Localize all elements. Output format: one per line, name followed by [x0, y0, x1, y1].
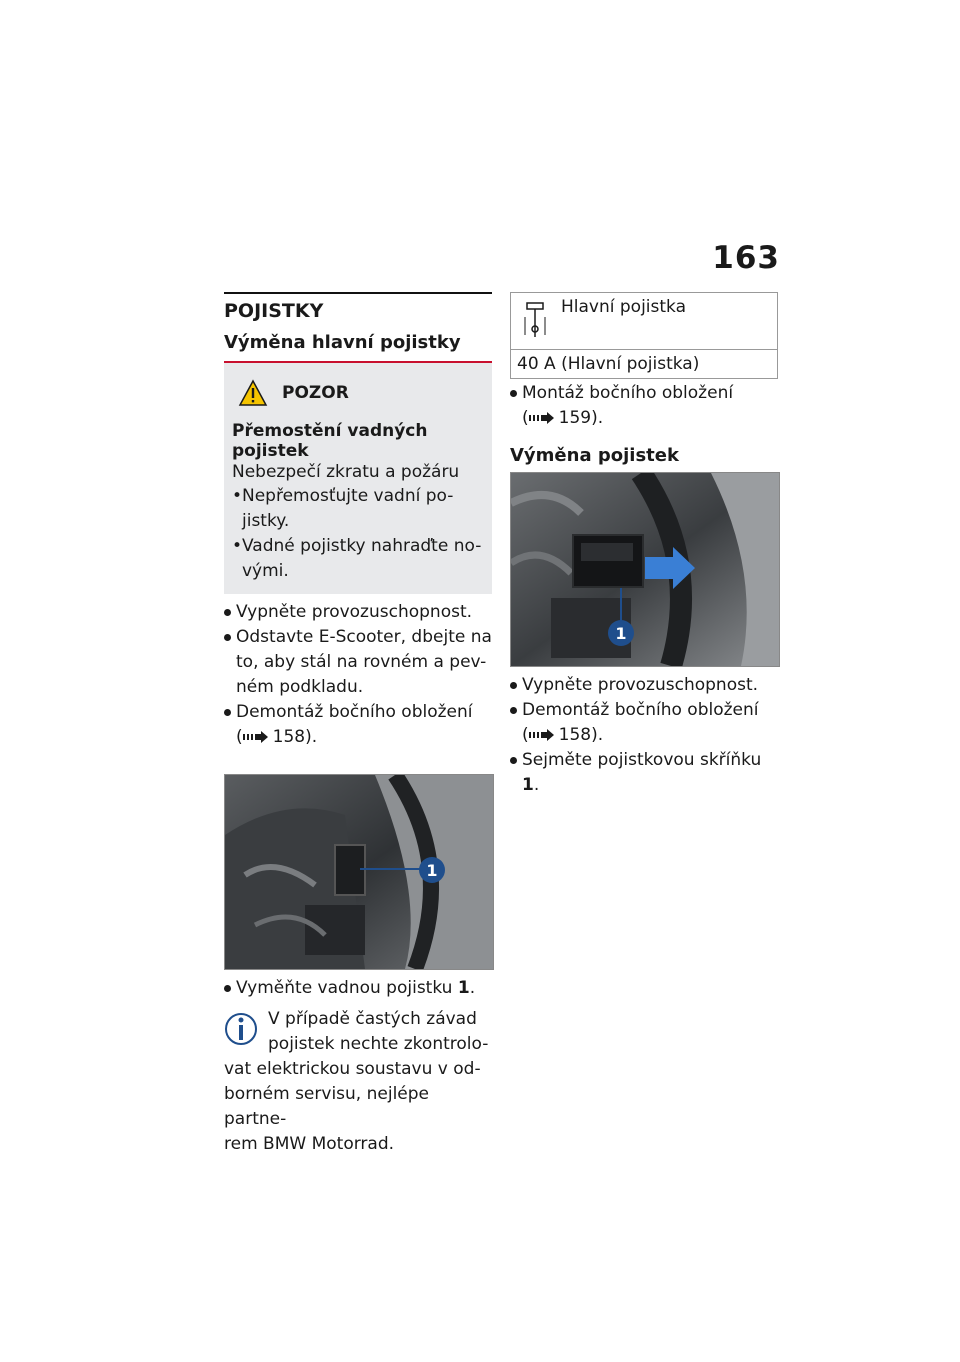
- left-column: [224, 292, 492, 1157]
- step-callout-ref: 1: [522, 775, 534, 795]
- info-icon: [224, 1009, 258, 1049]
- info-text: V případě častých závad pojistek nechte zkontrolo- vat elektrickou soustavu v od- borném servisu, nejlépe partne- rem BMW Motorrad.: [224, 1009, 489, 1154]
- step-item: Odstavte E-Scooter, dbejte na to, aby stál na rovném a pev-ném podkladu.: [224, 625, 492, 700]
- page-reference-arrow-icon: [529, 729, 555, 741]
- warning-bullet: • Nepřemosťujte vadní po-jistky.: [232, 484, 484, 534]
- spec-value-cell: 40 A (Hlavní pojistka): [511, 350, 778, 379]
- step-text: Demontáž bočního obložení: [522, 700, 759, 720]
- steps-list-right-2: [510, 673, 778, 798]
- page-reference-arrow-icon: [243, 731, 269, 743]
- step-item: Demontáž bočního obložení ( 158).: [224, 700, 492, 750]
- spec-table: [510, 292, 778, 379]
- sub-title-main-fuse: Výměna hlavní pojistky: [224, 332, 492, 363]
- step-item: Montáž bočního obložení ( 159).: [510, 381, 778, 431]
- sub-title-fuses: Výměna pojistek: [510, 445, 679, 466]
- page-number: 163: [712, 240, 780, 276]
- warning-box: [224, 363, 492, 594]
- page-reference: 158).: [272, 727, 318, 747]
- step-text: Sejměte pojistkovou skříňku: [522, 750, 762, 770]
- warning-triangle-icon: [238, 379, 268, 407]
- steps-list-2: [224, 976, 492, 1001]
- step-item: Vyměňte vadnou pojistku 1.: [224, 976, 492, 1001]
- fuse-location-photo: [224, 774, 494, 970]
- step-text: Demontáž bočního obložení: [236, 702, 473, 722]
- right-column: [510, 292, 778, 798]
- step-item: Vypněte provozuschopnost.: [510, 673, 778, 698]
- steps-list: [224, 600, 492, 750]
- warning-bullet: • Vadné pojistky nahraďte no-vými.: [232, 534, 484, 584]
- photo-callout-number: 1: [615, 624, 627, 643]
- warning-bullets: [232, 484, 484, 584]
- step-item: Vypněte provozuschopnost.: [224, 600, 492, 625]
- steps-list-right-1: [510, 381, 778, 431]
- warning-label: POZOR: [282, 383, 349, 403]
- warning-text: Nebezpečí zkratu a požáru: [232, 462, 460, 482]
- page-reference-arrow-icon: [529, 412, 555, 424]
- page-reference: 159).: [558, 408, 604, 428]
- step-item: Sejměte pojistkovou skříňku 1.: [510, 748, 778, 798]
- fuse-box-photo: [510, 472, 780, 667]
- info-note: [224, 1007, 492, 1157]
- warning-header: [238, 379, 484, 407]
- step-text: Montáž bočního obložení: [522, 383, 734, 403]
- spec-title: Hlavní pojistka: [561, 297, 687, 317]
- spec-header-cell: [511, 293, 778, 350]
- photo-callout-number: 1: [426, 861, 438, 880]
- warning-title: Přemostění vadných pojistek: [232, 421, 428, 461]
- step-callout-ref: 1: [457, 978, 470, 998]
- section-title: POJISTKY: [224, 292, 492, 322]
- step-item: Demontáž bočního obložení ( 158).: [510, 698, 778, 748]
- step-text: Vyměňte vadnou pojistku: [236, 978, 453, 998]
- page-reference: 158).: [558, 725, 604, 745]
- fuse-spec-icon: [521, 297, 549, 341]
